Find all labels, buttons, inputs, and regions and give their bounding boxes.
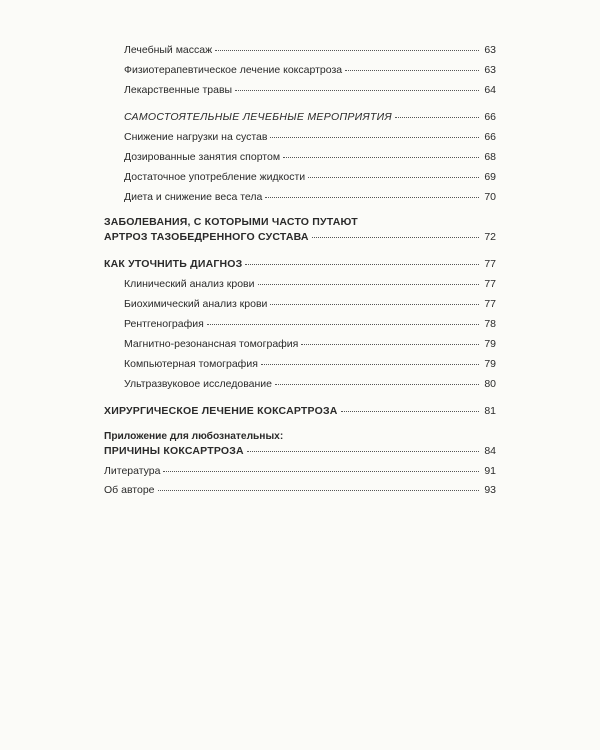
leader-dots xyxy=(215,50,479,51)
toc-entry-page: 78 xyxy=(484,318,496,330)
toc-entry[interactable] xyxy=(124,338,496,350)
leader-dots xyxy=(308,177,479,178)
toc-entry[interactable] xyxy=(124,358,496,370)
toc-entry-title: Диета и снижение веса тела xyxy=(124,191,263,203)
toc-entry-title: Лекарственные травы xyxy=(124,84,233,96)
toc-entry-page: 63 xyxy=(484,44,496,56)
toc-chapter[interactable] xyxy=(104,258,496,270)
leader-dots xyxy=(247,451,479,452)
toc-entry-page: 91 xyxy=(484,465,496,477)
toc-entry-page: 77 xyxy=(484,278,496,290)
toc-entry-title: Литература xyxy=(104,465,161,477)
toc-entry-page: 79 xyxy=(484,338,496,350)
toc-chapter-title: ХИРУРГИЧЕСКОЕ ЛЕЧЕНИЕ КОКСАРТРОЗА xyxy=(104,405,338,417)
toc-entry-page: 70 xyxy=(484,191,496,203)
leader-dots xyxy=(283,157,479,158)
toc-entry[interactable] xyxy=(124,84,496,96)
toc-chapter-title-line1[interactable]: ЗАБОЛЕВАНИЯ, С КОТОРЫМИ ЧАСТО ПУТАЮТ xyxy=(104,216,358,228)
toc-entry-page: 77 xyxy=(484,298,496,310)
toc-entry[interactable] xyxy=(124,318,496,330)
leader-dots xyxy=(301,344,479,345)
toc-entry-title: Клинический анализ крови xyxy=(124,278,255,290)
leader-dots xyxy=(258,284,480,285)
toc-chapter[interactable] xyxy=(104,231,496,243)
leader-dots xyxy=(207,324,479,325)
leader-dots xyxy=(261,364,479,365)
toc-entry-page: 80 xyxy=(484,378,496,390)
toc-entry-page: 77 xyxy=(484,258,496,270)
toc-chapter-title: АРТРОЗ ТАЗОБЕДРЕННОГО СУСТАВА xyxy=(104,231,309,243)
toc-entry-title: Компьютерная томография xyxy=(124,358,258,370)
toc-entry-page: 68 xyxy=(484,151,496,163)
toc-entry[interactable] xyxy=(124,44,496,56)
toc-entry-title: Биохимический анализ крови xyxy=(124,298,268,310)
leader-dots xyxy=(270,137,479,138)
toc-entry[interactable] xyxy=(124,171,496,183)
toc-entry-page: 93 xyxy=(484,484,496,496)
leader-dots xyxy=(341,411,479,412)
toc-chapter-title: КАК УТОЧНИТЬ ДИАГНОЗ xyxy=(104,258,243,270)
toc-entry-title: Ультразвуковое исследование xyxy=(124,378,273,390)
toc-entry-title: Дозированные занятия спортом xyxy=(124,151,281,163)
toc-about-author[interactable] xyxy=(104,484,496,496)
toc-entry-page: 81 xyxy=(484,405,496,417)
leader-dots xyxy=(345,70,479,71)
toc-entry-title: Об авторе xyxy=(104,484,155,496)
toc-entry-title: Лечебный массаж xyxy=(124,44,213,56)
leader-dots xyxy=(235,90,479,91)
toc-entry[interactable] xyxy=(124,278,496,290)
toc-entry-title: Рентгенография xyxy=(124,318,204,330)
toc-entry-title: Достаточное употребление жидкости xyxy=(124,171,306,183)
toc-literature[interactable] xyxy=(104,465,496,477)
leader-dots xyxy=(270,304,479,305)
leader-dots xyxy=(158,490,480,491)
toc-entry-page: 79 xyxy=(484,358,496,370)
toc-entry-title: Физиотерапевтическое лечение коксартроза xyxy=(124,64,343,76)
toc-appendix-title-line1[interactable]: Приложение для любознательных: xyxy=(104,431,284,442)
toc-entry[interactable] xyxy=(124,64,496,76)
toc-entry-title: Снижение нагрузки на сустав xyxy=(124,131,268,143)
toc-section-heading[interactable] xyxy=(124,111,496,123)
leader-dots xyxy=(265,197,479,198)
toc-chapter[interactable] xyxy=(104,405,496,417)
toc-entry[interactable] xyxy=(124,298,496,310)
toc-entry-page: 64 xyxy=(484,84,496,96)
toc-entry-page: 72 xyxy=(484,231,496,243)
toc-section-title: САМОСТОЯТЕЛЬНЫЕ ЛЕЧЕБНЫЕ МЕРОПРИЯТИЯ xyxy=(124,111,392,123)
leader-dots xyxy=(275,384,479,385)
toc-entry-page: 69 xyxy=(484,171,496,183)
toc-appendix[interactable] xyxy=(104,445,496,457)
leader-dots xyxy=(395,117,479,118)
toc-entry-page: 66 xyxy=(484,111,496,123)
toc-appendix-title: ПРИЧИНЫ КОКСАРТРОЗА xyxy=(104,445,244,457)
toc-entry-title: Магнитно-резонансная томография xyxy=(124,338,299,350)
leader-dots xyxy=(245,264,479,265)
leader-dots xyxy=(163,471,479,472)
toc-entry[interactable] xyxy=(124,131,496,143)
leader-dots xyxy=(312,237,479,238)
toc-entry-page: 84 xyxy=(484,445,496,457)
toc-entry-page: 63 xyxy=(484,64,496,76)
toc-entry-page: 66 xyxy=(484,131,496,143)
toc-entry[interactable] xyxy=(124,191,496,203)
toc-entry[interactable] xyxy=(124,151,496,163)
toc-entry[interactable] xyxy=(124,378,496,390)
